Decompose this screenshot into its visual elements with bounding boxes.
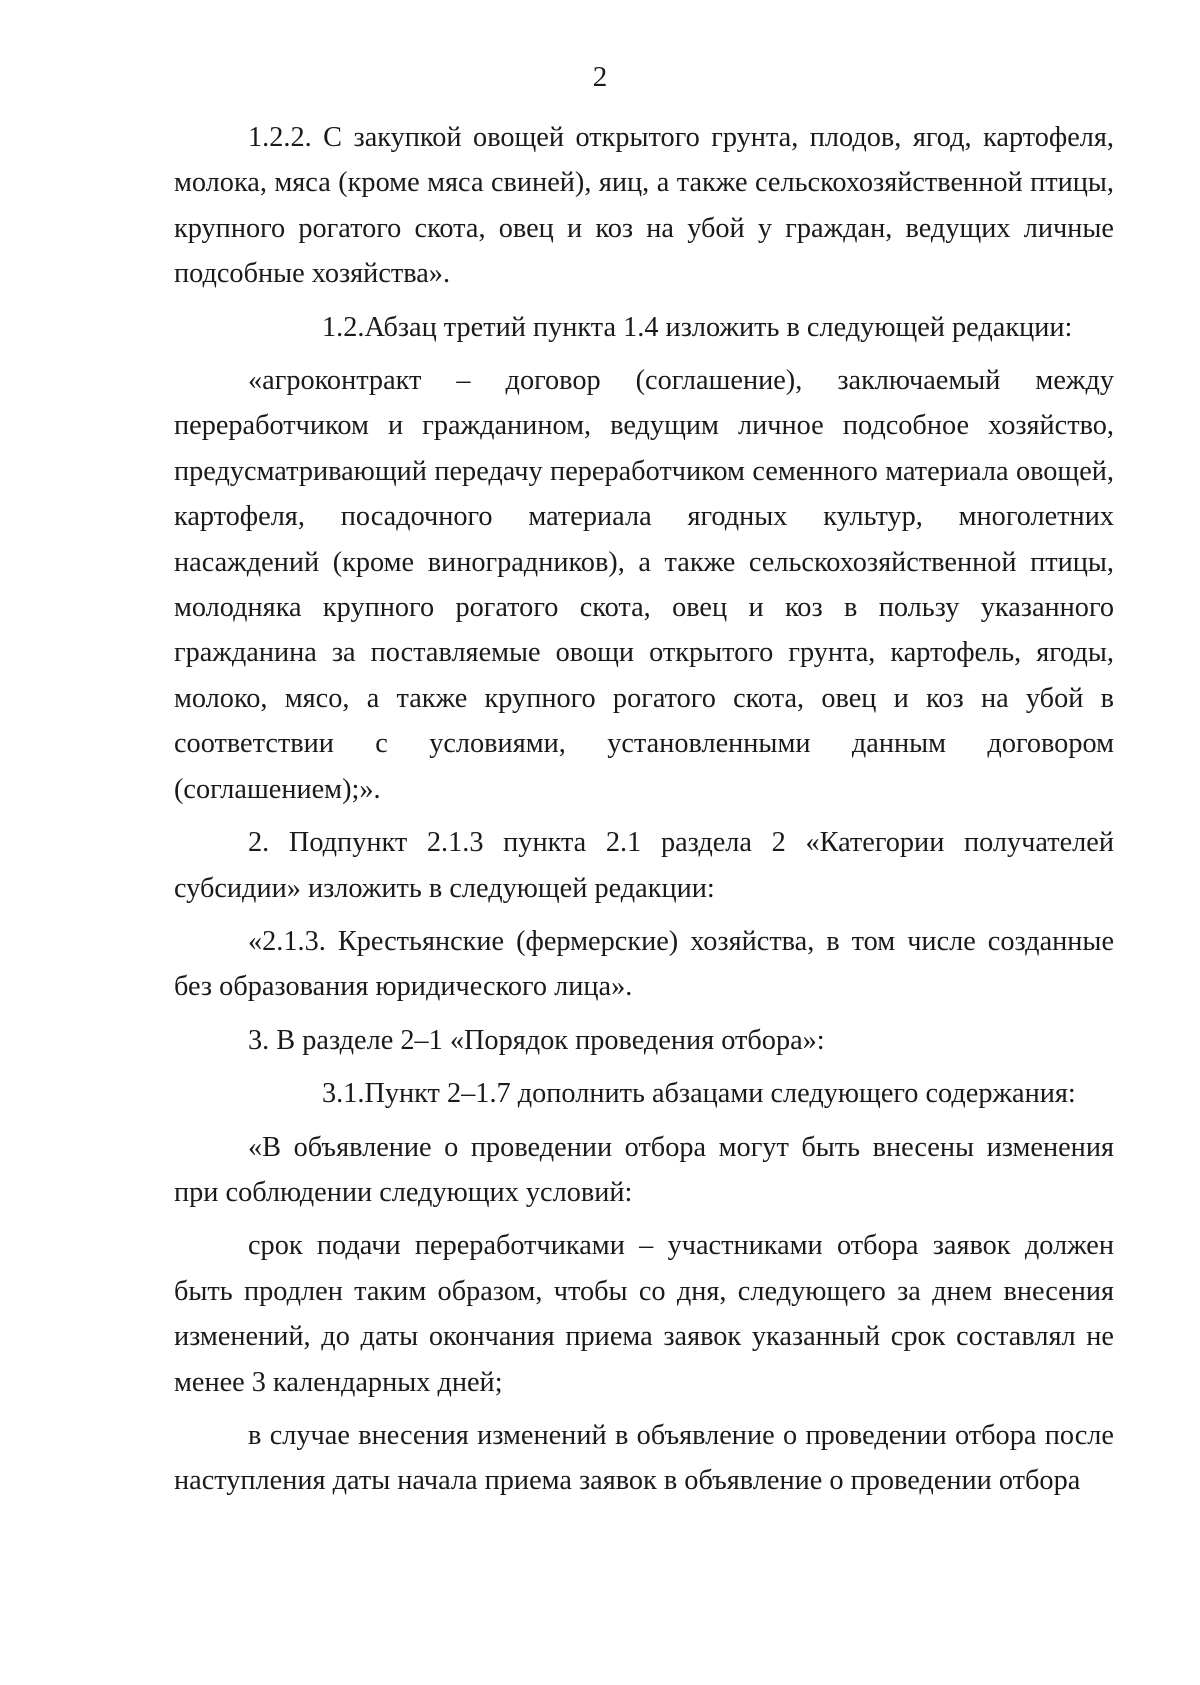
paragraph-announcement-changes: «В объявление о проведении отбора могут быть внесены изменения при соблюдении следующих условий: bbox=[174, 1131, 1114, 1208]
paragraph-3-1 bbox=[174, 1071, 1114, 1116]
paragraph-3: 3. В разделе 2–1 «Порядок проведения отбора»: bbox=[248, 1024, 825, 1056]
document-body bbox=[174, 115, 1114, 1504]
paragraph-2-1-3: «2.1.3. Крестьянские (фермерские) хозяйства, в том числе созданные без образования юридического лица». bbox=[174, 925, 1114, 1003]
clause-text: Абзац третий пункта 1.4 изложить в следующей редакции: bbox=[364, 311, 1073, 343]
paragraph-agrocontract-definition: «агроконтракт – договор (соглашение), заключаемый между переработчиком и гражданином, ведущим личное подсобное хозяйство, предусматривающий передачу переработчиком семенного материала овощей, картофеля, посадочного материала ягодных культур, многолетних насаждений (кроме виноградников), а также сельскохозяйственной птицы, молодняка крупного рогатого скота, овец и коз в пользу указанного гражданина за поставляемые овощи открытого грунта, картофель, ягоды, молоко, мясо, а также крупного рогатого скота, овец и коз на убой в соответствии с условиями, установленными данным договором (соглашением);». bbox=[174, 365, 1114, 805]
page-number: 2 bbox=[592, 61, 608, 93]
paragraph-2: 2. Подпункт 2.1.3 пункта 2.1 раздела 2 «Категории получателей субсидии» изложить в следующей редакции: bbox=[174, 827, 1114, 904]
paragraph-1-2 bbox=[174, 305, 1114, 350]
paragraph-1-2-2: 1.2.2. С закупкой овощей открытого грунта, плодов, ягод, картофеля, молока, мяса (кроме мяса свиней), яиц, а также сельскохозяйственной птицы, крупного рогатого скота, овец и коз на убой у граждан, ведущих личные подсобные хозяйства». bbox=[174, 122, 1114, 290]
paragraph-changes-after-start: в случае внесения изменений в объявление о проведении отбора после наступления даты начала приема заявок в объявление о проведении отбора bbox=[174, 1419, 1114, 1497]
clause-number: 3.1. bbox=[322, 1078, 365, 1110]
clause-text: Пункт 2–1.7 дополнить абзацами следующего содержания: bbox=[364, 1078, 1076, 1110]
clause-number: 1.2. bbox=[322, 311, 365, 343]
paragraph-deadline-extension: срок подачи переработчиками – участниками отбора заявок должен быть продлен таким образом, чтобы со дня, следующего за днем внесения изменений, до даты окончания приема заявок указанный срок составлял не менее 3 календарных дней; bbox=[174, 1230, 1114, 1398]
